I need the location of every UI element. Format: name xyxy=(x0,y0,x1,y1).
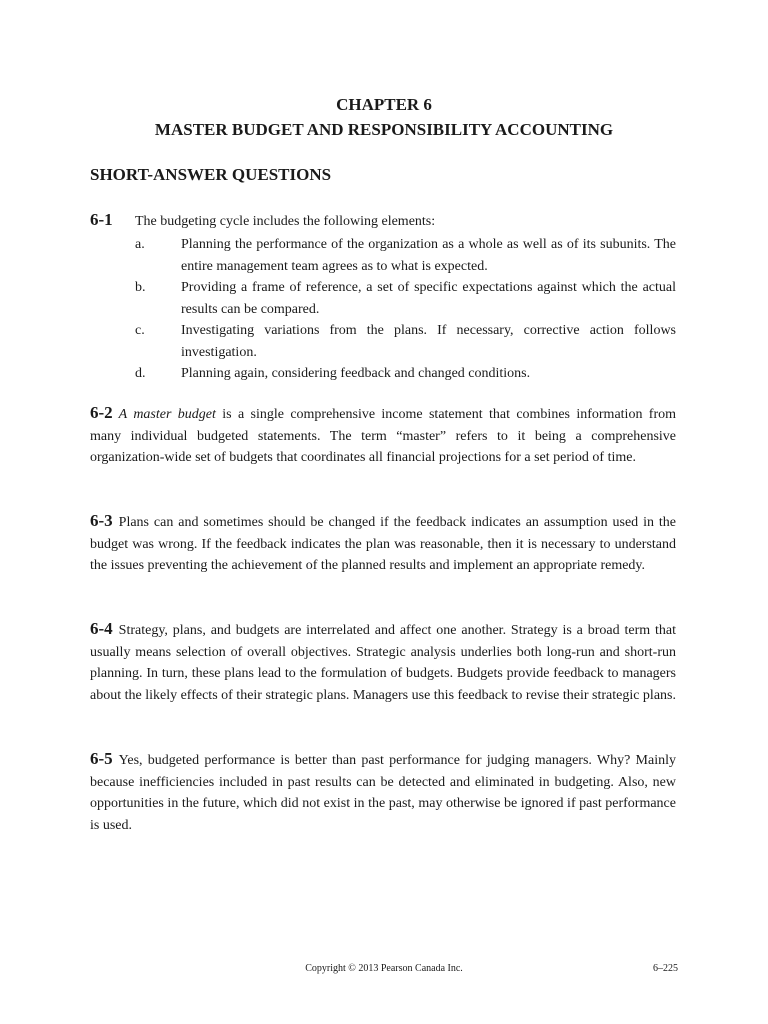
chapter-title: MASTER BUDGET AND RESPONSIBILITY ACCOUNTING xyxy=(154,120,614,139)
question-text: Plans can and sometimes should be changed if the feedback indicates an assumption used in the budget was wrong. If the feedback indicates the plan was reasonable, then it is necessary to understand the issues preventing the achievement of the planned results and implement an appropriate remedy. xyxy=(90,515,676,573)
question-number: 6-1 xyxy=(90,210,113,229)
question-text: Strategy, plans, and budgets are interrelated and affect one another. Strategy is a broad term that usually means selection of overall objectives. Strategic analysis underlies both long-run and short-run planning. In turn, these plans lead to the formulation of budgets. Budgets provide feedback to managers about the likely effects of their strategic plans. Managers use this feedback to revise their strategic plans. xyxy=(90,623,676,703)
list-item-text: Providing a frame of reference, a set of specific expectations against which the actual results can be compared. xyxy=(181,280,676,317)
question-number: 6-2 xyxy=(90,403,113,422)
question-6-1-intro xyxy=(90,209,435,233)
footer-page-number: 6–225 xyxy=(653,963,678,974)
question-6-5 xyxy=(90,748,676,836)
question-text: Yes, budgeted performance is better than past performance for judging managers. Why? Mainly because inefficiencies included in past results can be detected and eliminated in budgeting. Also, new opportunities in the future, which did not exist in the past, may otherwise be ignored if past performance is used. xyxy=(90,753,676,833)
list-item xyxy=(135,320,676,363)
budget-cycle-list xyxy=(135,234,676,385)
question-number: 6-4 xyxy=(90,619,113,638)
section-heading: SHORT-ANSWER QUESTIONS xyxy=(90,165,332,184)
list-item-letter: b. xyxy=(135,280,146,295)
list-item xyxy=(135,234,676,277)
list-item-letter: d. xyxy=(135,366,146,381)
list-item xyxy=(135,277,676,320)
question-6-2 xyxy=(90,402,676,469)
list-item-text: Planning again, considering feedback and changed conditions. xyxy=(181,366,531,381)
list-item-letter: a. xyxy=(135,237,145,252)
question-number: 6-5 xyxy=(90,749,113,768)
list-item-text: Investigating variations from the plans. If necessary, corrective action follows investigation. xyxy=(181,323,676,360)
list-item-letter: c. xyxy=(135,323,145,338)
question-text: is a single comprehensive income statement that combines information from many individual budgeted statements. The term “master” refers to it being a comprehensive organization-wide set of budgets that coordinates all financial projections for a set period of time. xyxy=(90,407,677,465)
list-item xyxy=(135,363,676,385)
question-intro-text: The budgeting cycle includes the following elements: xyxy=(135,214,436,229)
chapter-label: CHAPTER 6 xyxy=(336,95,432,114)
footer-copyright: Copyright © 2013 Pearson Canada Inc. xyxy=(305,963,463,974)
italic-term: A master budget xyxy=(118,407,216,422)
question-6-3 xyxy=(90,510,676,577)
question-6-4 xyxy=(90,618,676,706)
list-item-text: Planning the performance of the organization as a whole as well as of its subunits. The entire management team agrees as to what is expected. xyxy=(181,237,676,274)
question-number: 6-3 xyxy=(90,511,113,530)
